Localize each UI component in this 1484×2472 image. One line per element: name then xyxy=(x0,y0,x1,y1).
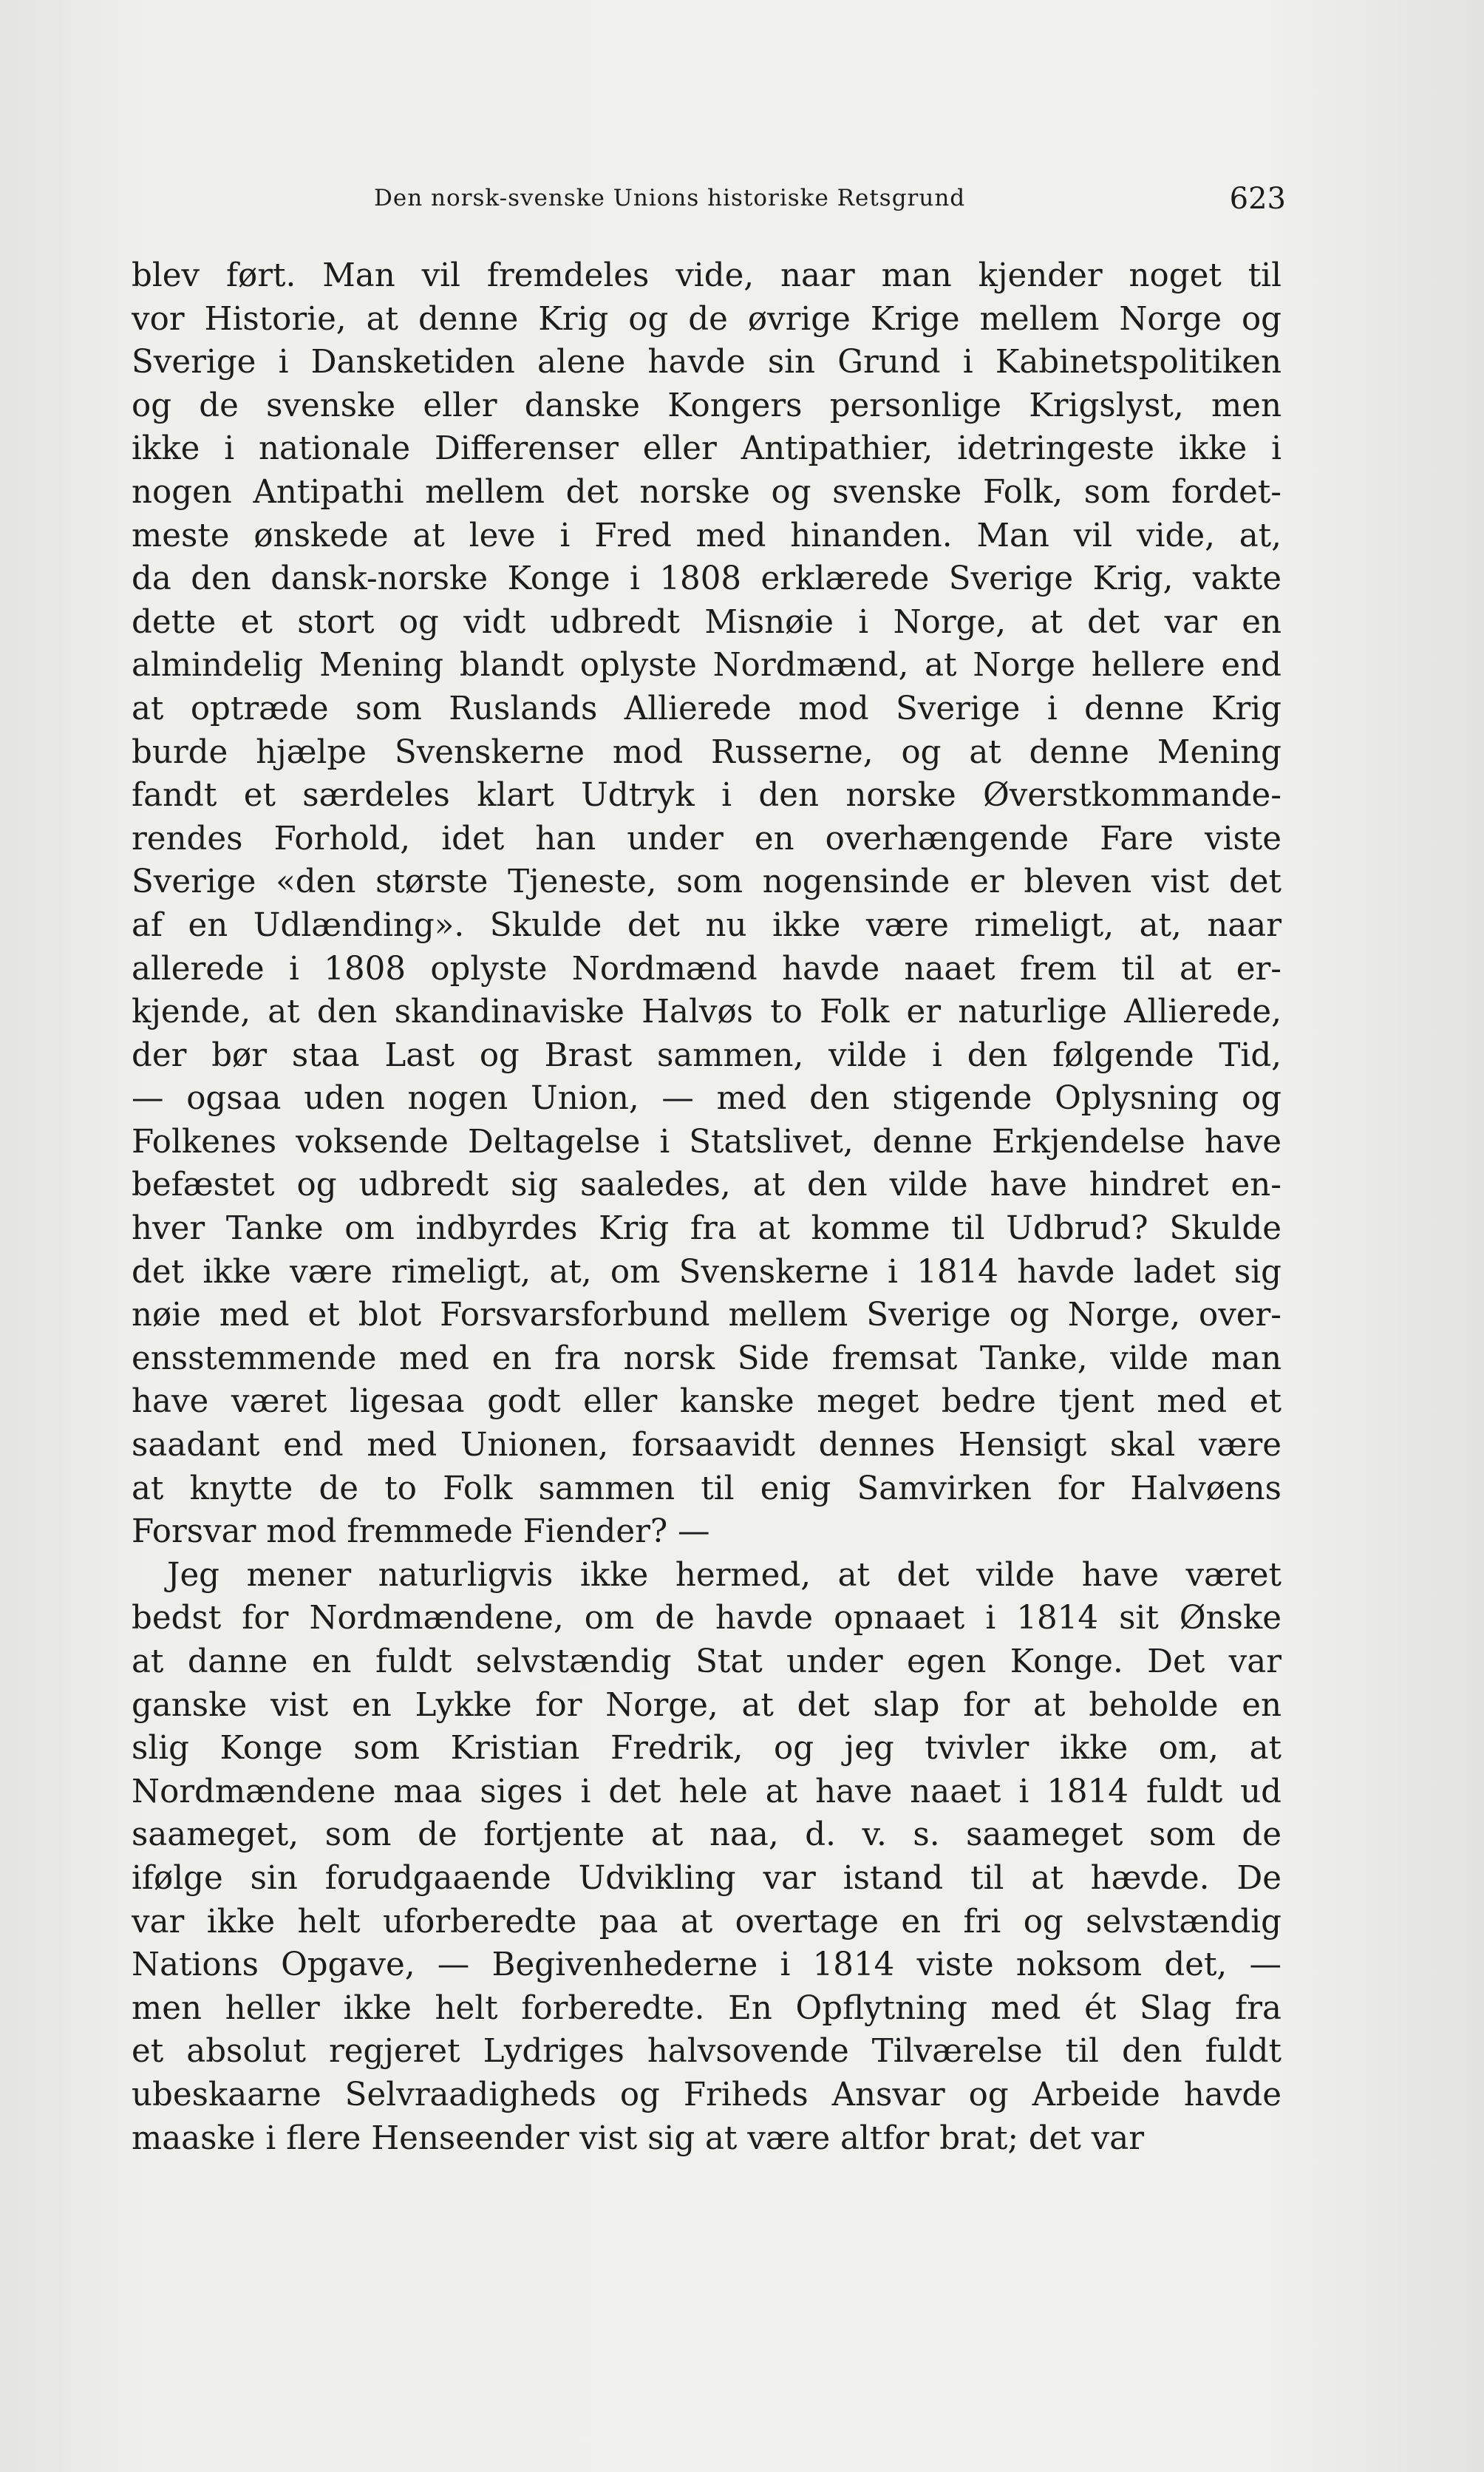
text-line: men heller ikke helt forberedte. En Opflytning med ét Slag fra xyxy=(132,1989,1282,2027)
text-line: at danne en fuldt selvstændig Stat under egen Konge. Det var xyxy=(132,1643,1282,1680)
text-line: Forsvar mod fremmede Fiender? — xyxy=(132,1513,710,1551)
text-line: saadant end med Unionen, forsaavidt dennes Hensigt skal være xyxy=(132,1427,1282,1464)
text-line: Nordmændene maa siges i det hele at have naaet i 1814 fuldt ud xyxy=(132,1773,1282,1810)
text-line: blev ført. Man vil fremdeles vide, naar man kjender noget til xyxy=(132,257,1282,294)
text-line: saameget, som de fortjente at naa, d. v. s. saameget som de xyxy=(132,1816,1282,1854)
text-line: nogen Antipathi mellem det norske og svenske Folk, som fordet- xyxy=(132,473,1282,511)
text-line: almindelig Mening blandt oplyste Nordmænd, at Norge hellere end xyxy=(132,647,1282,685)
text-line: Folkenes voksende Deltagelse i Statslivet, denne Erkjendelse have xyxy=(132,1123,1282,1161)
text-line: ikke i nationale Differenser eller Antipathier, idetringeste ikke i xyxy=(132,430,1282,468)
text-line: rendes Forhold, idet han under en overhængende Fare viste xyxy=(132,820,1282,858)
text-line: det ikke være rimeligt, at, om Svenskerne i 1814 havde ladet sig xyxy=(132,1253,1282,1291)
text-line: vor Historie, at denne Krig og de øvrige Krige mellem Norge og xyxy=(132,300,1282,338)
text-line: slig Konge som Kristian Fredrik, og jeg tvivler ikke om, at xyxy=(132,1730,1282,1768)
text-line: maaske i flere Henseender vist sig at være altfor brat; det var xyxy=(132,2119,1145,2157)
text-line: burde hjælpe Svenskerne mod Russerne, og at denne Mening xyxy=(132,733,1282,771)
text-line: Jeg mener naturligvis ikke hermed, at det vilde have været xyxy=(167,1556,1282,1594)
text-line: fandt et særdeles klart Udtryk i den norske Øverstkommande- xyxy=(132,777,1282,815)
text-line: at knytte de to Folk sammen til enig Samvirken for Halvøens xyxy=(132,1470,1282,1507)
text-line: dette et stort og vidt udbredt Misnøie i Norge, at det var en xyxy=(132,603,1282,641)
text-line: have været ligesaa godt eller kanske meget bedre tjent med et xyxy=(132,1383,1282,1421)
text-line: nøie med et blot Forsvarsforbund mellem Sverige og Norge, over- xyxy=(132,1297,1282,1334)
text-line: at optræde som Ruslands Allierede mod Sverige i denne Krig xyxy=(132,690,1282,727)
running-title: Den norsk-svenske Unions historiske Retsgrund xyxy=(374,185,966,211)
text-line: var ikke helt uforberedte paa at overtage en fri og selvstændig xyxy=(132,1903,1282,1940)
text-line: Sverige «den største Tjeneste, som nogensinde er bleven vist det xyxy=(132,863,1282,901)
text-line: meste ønskede at leve i Fred med hinanden. Man vil vide, at, xyxy=(132,517,1282,554)
text-line: bedst for Nordmændene, om de havde opnaaet i 1814 sit Ønske xyxy=(132,1600,1282,1637)
text-line: der bør staa Last og Brast sammen, vilde i den følgende Tid, xyxy=(132,1036,1282,1074)
paragraph xyxy=(132,254,1282,1554)
text-line: et absolut regjeret Lydriges halvsovende Tilværelse til den fuldt xyxy=(132,2033,1282,2071)
text-line: allerede i 1808 oplyste Nordmænd havde naaet frem til at er- xyxy=(132,950,1282,988)
body-text xyxy=(132,254,1282,2160)
text-line: hver Tanke om indbyrdes Krig fra at komme til Udbrud? Skulde xyxy=(132,1210,1282,1248)
text-line: — ogsaa uden nogen Union, — med den stigende Oplysning og xyxy=(132,1080,1282,1118)
running-head xyxy=(133,182,1286,226)
text-line: ganske vist en Lykke for Norge, at det slap for at beholde en xyxy=(132,1686,1282,1724)
text-line: ensstemmende med en fra norsk Side fremsat Tanke, vilde man xyxy=(132,1339,1282,1377)
text-line: da den dansk-norske Konge i 1808 erklærede Sverige Krig, vakte xyxy=(132,560,1282,598)
text-line: kjende, at den skandinaviske Halvøs to Folk er naturlige Allierede, xyxy=(132,994,1282,1031)
text-line: af en Udlænding». Skulde det nu ikke være rimeligt, at, naar xyxy=(132,906,1282,944)
text-line: befæstet og udbredt sig saaledes, at den vilde have hindret en- xyxy=(132,1167,1282,1204)
page-number: 623 xyxy=(1229,182,1286,216)
text-line: Sverige i Dansketiden alene havde sin Grund i Kabinetspolitiken xyxy=(132,344,1282,381)
paragraph xyxy=(132,1554,1282,2160)
text-line: og de svenske eller danske Kongers personlige Krigslyst, men xyxy=(132,387,1282,424)
text-line: ubeskaarne Selvraadigheds og Friheds Ansvar og Arbeide havde xyxy=(132,2076,1282,2113)
text-line: ifølge sin forudgaaende Udvikling var istand til at hævde. De xyxy=(132,1859,1282,1897)
text-line: Nations Opgave, — Begivenhederne i 1814 viste noksom det, — xyxy=(132,1946,1282,1984)
